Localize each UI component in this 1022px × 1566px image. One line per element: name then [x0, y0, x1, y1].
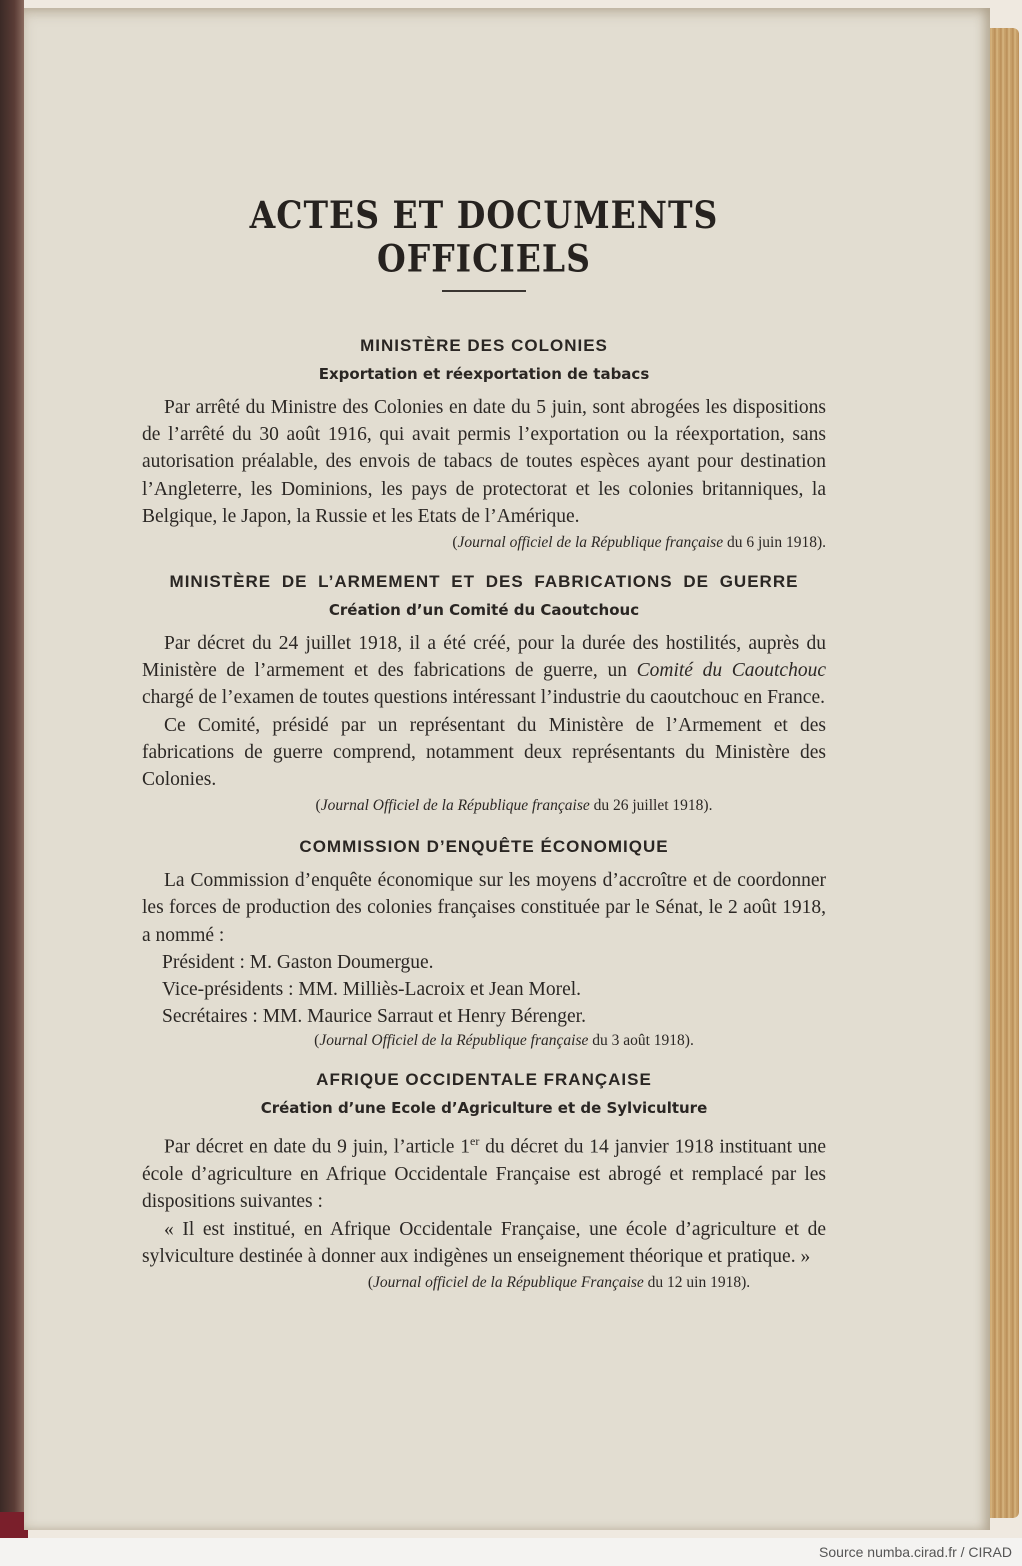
source-credit: Source numba.cirad.fr / CIRAD: [819, 1544, 1012, 1560]
section-subtitle: Création d’un Comité du Caoutchouc: [328, 601, 640, 620]
section-heading: COMMISSION D’ENQUÊTE ÉCONOMIQUE: [299, 837, 669, 857]
section-paragraph: « Il est institué, en Afrique Occidentale Française, une école d’agriculture et de sylviculture destinée à donner aux indigènes un enseignement théorique et pratique. »: [142, 1218, 826, 1267]
source-citation: (Journal officiel de la République Française du 12 uin 1918).: [367, 1273, 751, 1291]
section-subtitle: Exportation et réexportation de tabacs: [318, 365, 650, 383]
source-citation: (Journal Officiel de la République française du 3 août 1918).: [314, 1032, 694, 1050]
section-armement: [142, 572, 826, 815]
section-aof: [142, 1070, 826, 1292]
section-paragraph: La Commission d’enquête économique sur les moyens d’accroître et de coordonner les forces de production des colonies françaises constituée par le Sénat, le 2 août 1918, a nommé :: [142, 870, 826, 946]
appointment-line: Président : M. Gaston Doumergue.: [162, 951, 434, 973]
section-colonies: [142, 336, 826, 552]
section-subtitle: Création d’une Ecole d’Agriculture et de Sylviculture: [260, 1099, 708, 1118]
section-paragraph: Ce Comité, présidé par un représentant du Ministère de l’Armement et des fabrications de guerre comprend, notamment deux représentants du Ministère des Colonies.: [142, 714, 826, 791]
source-citation: (Journal officiel de la République française du 6 juin 1918).: [452, 534, 826, 552]
section-paragraph: Par décret en date du 9 juin, l’article 1er du décret du 14 janvier 1918 instituant une école d’agriculture en Afrique Occidentale Française est abrogé et remplacé par les dispositions suivantes :: [142, 1134, 826, 1213]
source-citation: (Journal Officiel de la République française du 26 juillet 1918).: [315, 797, 713, 815]
section-paragraph: Par arrêté du Ministre des Colonies en date du 5 juin, sont abrogées les dispositions de l’arrêté du 30 août 1916, qui avait permis l’exportation ou la réexportation, sans autorisation préalable, des envois de tabacs de toutes espèces ayant pour destination l’Angleterre, les Dominions, les pays de protectorat et les colonies britanniques, la Belgique, le Japon, la Russie et les Etats de l’Amérique.: [142, 397, 826, 527]
section-heading: MINISTÈRE DES COLONIES: [360, 336, 608, 355]
section-paragraph: Par décret du 24 juillet 1918, il a été créé, pour la durée des hostilités, auprès du Ministère de l’armement et des fabrications de guerre, un Comité du Caoutchouc chargé de l’examen de toutes questions intéressant l’industrie du caoutchouc en France.: [142, 633, 826, 709]
title-rule: [442, 290, 526, 292]
section-commission: [142, 837, 826, 1050]
page-content: [142, 193, 826, 1292]
appointment-line: Vice-présidents : MM. Milliès-Lacroix et Jean Morel.: [162, 979, 582, 1001]
scanned-page: [24, 8, 990, 1530]
section-heading: MINISTÈRE DE L’ARMEMENT ET DES FABRICATIONS DE GUERRE: [169, 572, 799, 592]
appointment-line: Secrétaires : MM. Maurice Sarraut et Henry Bérenger.: [162, 1006, 586, 1028]
section-heading: AFRIQUE OCCIDENTALE FRANÇAISE: [316, 1070, 652, 1090]
page-title: ACTES ET DOCUMENTS OFFICIELS: [249, 193, 719, 281]
book-binding: [0, 0, 24, 1538]
